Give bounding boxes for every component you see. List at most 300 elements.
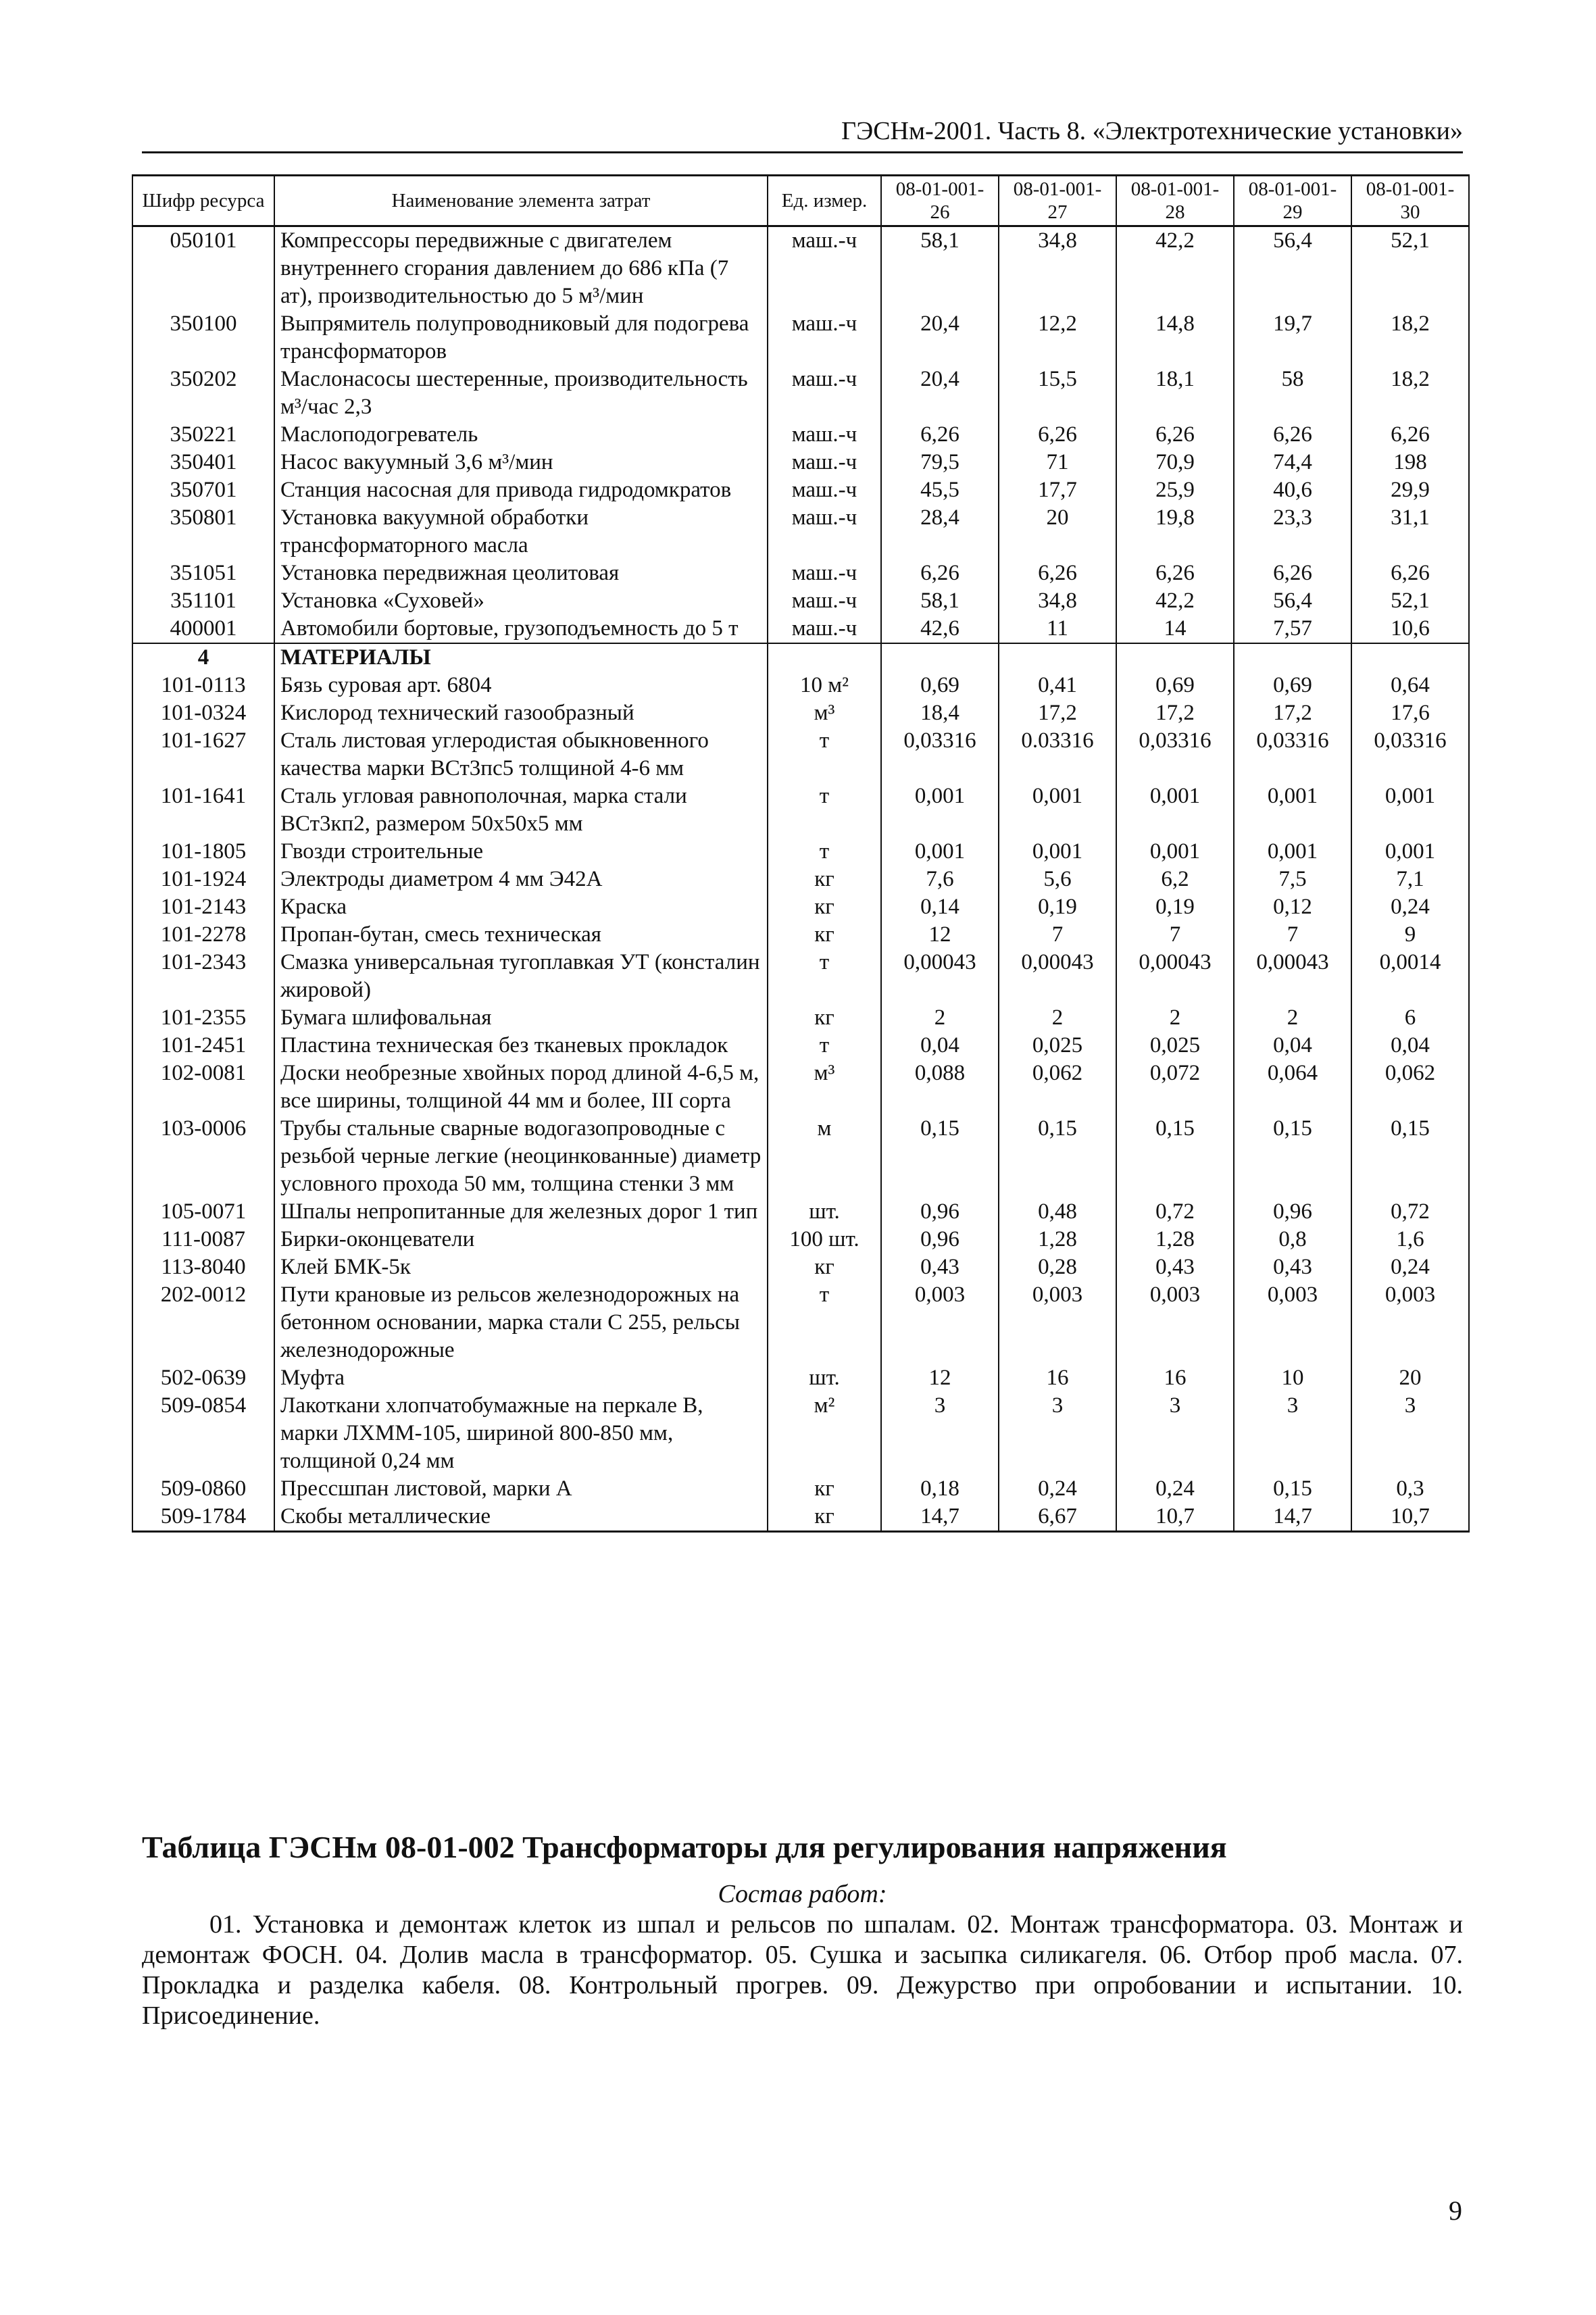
resource-value: 0,001 [881, 838, 999, 866]
resource-value: 0,43 [881, 1253, 999, 1281]
resource-unit: маш.-ч [768, 366, 881, 421]
resource-name: Электроды диаметром 4 мм Э42А [274, 866, 768, 893]
resource-value: 6,26 [1234, 559, 1351, 587]
resource-code: 111-0087 [132, 1226, 274, 1253]
resource-name: Пути крановые из рельсов железнодорожных на бетонном основании, марка стали С 255, рельсы железнодорожные [274, 1281, 768, 1364]
resource-value: 0,24 [999, 1475, 1116, 1503]
resource-value: 7,5 [1234, 866, 1351, 893]
resource-value: 0,003 [1116, 1281, 1234, 1364]
resource-name: Выпрямитель полупроводниковый для подогрева трансформаторов [274, 310, 768, 366]
resource-code: 103-0006 [132, 1115, 274, 1198]
resource-value: 7 [1234, 921, 1351, 949]
resource-name: Краска [274, 893, 768, 921]
resource-value: 58,1 [881, 226, 999, 311]
table-row [132, 893, 1469, 921]
resource-value: 12 [881, 1364, 999, 1392]
resource-value: 7 [1116, 921, 1234, 949]
resource-value: 0,003 [1351, 1281, 1469, 1364]
resource-value: 0,15 [1234, 1115, 1351, 1198]
resource-value: 0,00043 [999, 949, 1116, 1004]
empty-cell [1351, 643, 1469, 672]
table-row [132, 421, 1469, 449]
resource-name: Компрессоры передвижные с двигателем внутреннего сгорания давлением до 686 кПа (7 ат), производительностью до 5 м³/мин [274, 226, 768, 311]
resource-value: 28,4 [881, 504, 999, 559]
resource-code: 351051 [132, 559, 274, 587]
running-header: ГЭСНм-2001. Часть 8. «Электротехнические установки» [142, 115, 1463, 153]
table-row [132, 727, 1469, 782]
table-row [132, 504, 1469, 559]
table-header-row [132, 176, 1469, 226]
resource-value: 0,001 [1351, 782, 1469, 838]
resource-value: 6,26 [881, 559, 999, 587]
resource-name: Пропан-бутан, смесь техническая [274, 921, 768, 949]
resource-name: Станция насосная для привода гидродомкратов [274, 476, 768, 504]
resource-value: 0,04 [1234, 1032, 1351, 1060]
resource-unit: кг [768, 1503, 881, 1532]
resource-value: 16 [1116, 1364, 1234, 1392]
resource-value: 25,9 [1116, 476, 1234, 504]
resource-unit: т [768, 782, 881, 838]
resource-value: 0,001 [999, 838, 1116, 866]
resource-code: 101-2451 [132, 1032, 274, 1060]
resource-unit: маш.-ч [768, 615, 881, 643]
resource-name: Смазка универсальная тугоплавкая УТ (консталин жировой) [274, 949, 768, 1004]
resource-value: 0,69 [1116, 672, 1234, 699]
table-row [132, 1198, 1469, 1226]
resource-name: Скобы металлические [274, 1503, 768, 1532]
section-title: МАТЕРИАЛЫ [274, 643, 768, 672]
resource-unit: маш.-ч [768, 504, 881, 559]
resource-value: 0,062 [999, 1060, 1116, 1115]
resource-unit: м³ [768, 699, 881, 727]
resource-value: 6,26 [1351, 559, 1469, 587]
resource-code: 350401 [132, 449, 274, 476]
resource-code: 350801 [132, 504, 274, 559]
resource-code: 101-1924 [132, 866, 274, 893]
resource-code: 101-2355 [132, 1004, 274, 1032]
resource-value: 0,96 [1234, 1198, 1351, 1226]
resource-value: 0,24 [1351, 1253, 1469, 1281]
resource-code: 113-8040 [132, 1253, 274, 1281]
table-row [132, 559, 1469, 587]
resource-value: 0,18 [881, 1475, 999, 1503]
resource-code: 102-0081 [132, 1060, 274, 1115]
resource-value: 0,00043 [881, 949, 999, 1004]
page-number: 9 [1449, 2195, 1462, 2226]
table-row [132, 476, 1469, 504]
resource-value: 42,6 [881, 615, 999, 643]
resource-value: 6,26 [1234, 421, 1351, 449]
resource-unit: маш.-ч [768, 559, 881, 587]
resource-value: 0,19 [1116, 893, 1234, 921]
resource-value: 17,2 [1234, 699, 1351, 727]
resource-value: 0,15 [1351, 1115, 1469, 1198]
resource-value: 17,2 [1116, 699, 1234, 727]
resource-value: 2 [999, 1004, 1116, 1032]
resource-value: 0,15 [881, 1115, 999, 1198]
resource-value: 31,1 [1351, 504, 1469, 559]
resource-value: 18,2 [1351, 310, 1469, 366]
resource-value: 14,8 [1116, 310, 1234, 366]
section-code: 4 [132, 643, 274, 672]
resource-value: 40,6 [1234, 476, 1351, 504]
resource-value: 17,6 [1351, 699, 1469, 727]
resource-value: 0,03316 [881, 727, 999, 782]
resource-value: 42,2 [1116, 587, 1234, 615]
column-header-08-01-001-28: 08-01-001-28 [1116, 176, 1234, 226]
resource-value: 16 [999, 1364, 1116, 1392]
resource-code: 351101 [132, 587, 274, 615]
resource-unit: маш.-ч [768, 587, 881, 615]
resource-unit: кг [768, 893, 881, 921]
resource-code: 350701 [132, 476, 274, 504]
resource-value: 10,6 [1351, 615, 1469, 643]
resource-unit: т [768, 949, 881, 1004]
works-description: 01. Установка и демонтаж клеток из шпал и рельсов по шпалам. 02. Монтаж трансформатора. 03. Монтаж и демонтаж ФОСН. 04. Долив масла в трансформатор. 05. Сушка и засыпка силикагеля. 06. Отбор проб масла. 07. Прокладка и разделка кабеля. 08. Контрольный прогрев. 09. Дежурство при опробовании и испытании. 10. Присоединение. [142, 1910, 1463, 2030]
resource-value: 0,43 [1116, 1253, 1234, 1281]
resource-name: Бязь суровая арт. 6804 [274, 672, 768, 699]
table-row [132, 1004, 1469, 1032]
resource-value: 7,6 [881, 866, 999, 893]
resource-value: 29,9 [1351, 476, 1469, 504]
resource-value: 5,6 [999, 866, 1116, 893]
resource-value: 10,7 [1351, 1503, 1469, 1532]
resource-value: 18,4 [881, 699, 999, 727]
empty-cell [768, 643, 881, 672]
resource-value: 0,003 [1234, 1281, 1351, 1364]
table-row [132, 1392, 1469, 1475]
resource-value: 0,48 [999, 1198, 1116, 1226]
resource-value: 0,062 [1351, 1060, 1469, 1115]
resource-value: 3 [1116, 1392, 1234, 1475]
resource-value: 0,03316 [1116, 727, 1234, 782]
resource-unit: м² [768, 1392, 881, 1475]
resource-value: 0,00043 [1234, 949, 1351, 1004]
resource-value: 9 [1351, 921, 1469, 949]
column-header-08-01-001-29: 08-01-001-29 [1234, 176, 1351, 226]
resource-value: 0,072 [1116, 1060, 1234, 1115]
resource-value: 15,5 [999, 366, 1116, 421]
resource-name: Установка «Суховей» [274, 587, 768, 615]
resource-unit: кг [768, 1253, 881, 1281]
resource-value: 19,8 [1116, 504, 1234, 559]
resource-value: 0,001 [1116, 782, 1234, 838]
resource-value: 74,4 [1234, 449, 1351, 476]
table-row [132, 587, 1469, 615]
resource-value: 20,4 [881, 310, 999, 366]
table-row [132, 866, 1469, 893]
table-row [132, 1032, 1469, 1060]
resource-value: 0,19 [999, 893, 1116, 921]
resource-name: Установка передвижная цеолитовая [274, 559, 768, 587]
resource-unit: маш.-ч [768, 476, 881, 504]
table-row [132, 838, 1469, 866]
resource-unit: шт. [768, 1198, 881, 1226]
resource-value: 198 [1351, 449, 1469, 476]
resource-unit: т [768, 727, 881, 782]
resource-value: 0,003 [881, 1281, 999, 1364]
resource-name: Муфта [274, 1364, 768, 1392]
resource-value: 19,7 [1234, 310, 1351, 366]
resource-value: 0,96 [881, 1226, 999, 1253]
resource-name: Гвозди строительные [274, 838, 768, 866]
resource-unit: маш.-ч [768, 449, 881, 476]
resource-code: 350202 [132, 366, 274, 421]
works-title: Состав работ: [718, 1880, 887, 1908]
resource-value: 11 [999, 615, 1116, 643]
resource-name: Установка вакуумной обработки трансформаторного масла [274, 504, 768, 559]
resource-value: 0,025 [1116, 1032, 1234, 1060]
resource-name: Пластина техническая без тканевых прокладок [274, 1032, 768, 1060]
resource-value: 0,03316 [1351, 727, 1469, 782]
resource-value: 52,1 [1351, 587, 1469, 615]
resource-code: 101-0113 [132, 672, 274, 699]
resource-unit: кг [768, 921, 881, 949]
table-row [132, 310, 1469, 366]
resource-value: 70,9 [1116, 449, 1234, 476]
resource-value: 20 [1351, 1364, 1469, 1392]
resource-unit: маш.-ч [768, 310, 881, 366]
resource-code: 509-0854 [132, 1392, 274, 1475]
resource-value: 0,0014 [1351, 949, 1469, 1004]
resource-code: 400001 [132, 615, 274, 643]
resource-value: 0,3 [1351, 1475, 1469, 1503]
resource-value: 79,5 [881, 449, 999, 476]
resource-value: 1,28 [1116, 1226, 1234, 1253]
resource-value: 0,15 [999, 1115, 1116, 1198]
resource-code: 202-0012 [132, 1281, 274, 1364]
resource-code: 101-2278 [132, 921, 274, 949]
resource-value: 0,04 [881, 1032, 999, 1060]
resource-value: 23,3 [1234, 504, 1351, 559]
table-row [132, 672, 1469, 699]
resource-value: 12,2 [999, 310, 1116, 366]
empty-cell [999, 643, 1116, 672]
resource-value: 0,00043 [1116, 949, 1234, 1004]
resource-unit: м [768, 1115, 881, 1198]
resource-unit: 10 м² [768, 672, 881, 699]
resource-value: 6,26 [881, 421, 999, 449]
resource-name: Доски необрезные хвойных пород длиной 4-6,5 м, все ширины, толщиной 44 мм и более, III сорта [274, 1060, 768, 1115]
resource-value: 6,26 [999, 559, 1116, 587]
resource-value: 0,001 [999, 782, 1116, 838]
resource-value: 0,69 [1234, 672, 1351, 699]
resource-code: 101-2343 [132, 949, 274, 1004]
resource-unit: т [768, 838, 881, 866]
resource-unit: 100 шт. [768, 1226, 881, 1253]
resource-value: 0.03316 [999, 727, 1116, 782]
resource-value: 14,7 [1234, 1503, 1351, 1532]
resource-unit: кг [768, 866, 881, 893]
column-header-08-01-001-27: 08-01-001-27 [999, 176, 1116, 226]
resource-code: 502-0639 [132, 1364, 274, 1392]
resource-name: Клей БМК-5к [274, 1253, 768, 1281]
resource-value: 6,26 [1116, 421, 1234, 449]
resource-unit: т [768, 1281, 881, 1364]
resource-name: Шпалы непропитанные для железных дорог 1 тип [274, 1198, 768, 1226]
resource-name: Маслоподогреватель [274, 421, 768, 449]
resource-value: 0,001 [1116, 838, 1234, 866]
table-row [132, 366, 1469, 421]
resource-code: 105-0071 [132, 1198, 274, 1226]
resource-value: 10 [1234, 1364, 1351, 1392]
resource-value: 0,001 [1234, 838, 1351, 866]
resource-value: 10,7 [1116, 1503, 1234, 1532]
resource-value: 6,26 [999, 421, 1116, 449]
column-header-08-01-001-30: 08-01-001-30 [1351, 176, 1469, 226]
resource-value: 0,72 [1116, 1198, 1234, 1226]
resource-name: Лакоткани хлопчатобумажные на перкале В, марки ЛХММ-105, шириной 800-850 мм, толщиной 0,24 мм [274, 1392, 768, 1475]
table-row [132, 921, 1469, 949]
resource-value: 0,8 [1234, 1226, 1351, 1253]
resource-value: 2 [1234, 1004, 1351, 1032]
resource-value: 0,12 [1234, 893, 1351, 921]
resource-value: 0,064 [1234, 1060, 1351, 1115]
resource-value: 3 [1351, 1392, 1469, 1475]
empty-cell [1116, 643, 1234, 672]
resource-value: 17,2 [999, 699, 1116, 727]
table-row [132, 949, 1469, 1004]
table-title: Таблица ГЭСНм 08-01-002 Трансформаторы для регулирования напряжения [142, 1830, 1227, 1864]
column-header-unit: Ед. измер. [768, 176, 881, 226]
resource-value: 0,43 [1234, 1253, 1351, 1281]
resource-value: 0,15 [1234, 1475, 1351, 1503]
resource-value: 3 [881, 1392, 999, 1475]
resource-unit: м³ [768, 1060, 881, 1115]
table-row [132, 699, 1469, 727]
resource-value: 14,7 [881, 1503, 999, 1532]
resource-code: 101-1641 [132, 782, 274, 838]
resource-code: 350221 [132, 421, 274, 449]
resource-value: 18,1 [1116, 366, 1234, 421]
resource-value: 0,41 [999, 672, 1116, 699]
resource-value: 56,4 [1234, 587, 1351, 615]
resource-value: 42,2 [1116, 226, 1234, 311]
resource-value: 45,5 [881, 476, 999, 504]
resource-value: 6,26 [1351, 421, 1469, 449]
resource-name: Сталь угловая равнополочная, марка стали ВСт3кп2, размером 50x50x5 мм [274, 782, 768, 838]
resource-code: 509-0860 [132, 1475, 274, 1503]
table-row [132, 449, 1469, 476]
resource-unit: т [768, 1032, 881, 1060]
table-row [132, 1503, 1469, 1532]
table-row [132, 615, 1469, 643]
resource-value: 0,72 [1351, 1198, 1469, 1226]
table-row [132, 782, 1469, 838]
resource-value: 6,26 [1116, 559, 1234, 587]
resource-name: Бирки-оконцеватели [274, 1226, 768, 1253]
resource-value: 0,69 [881, 672, 999, 699]
resource-table [132, 174, 1470, 1533]
resource-name: Маслонасосы шестеренные, производительность м³/час 2,3 [274, 366, 768, 421]
resource-name: Насос вакуумный 3,6 м³/мин [274, 449, 768, 476]
resource-name: Бумага шлифовальная [274, 1004, 768, 1032]
table-row [132, 1253, 1469, 1281]
empty-cell [881, 643, 999, 672]
resource-value: 3 [1234, 1392, 1351, 1475]
empty-cell [1234, 643, 1351, 672]
resource-unit: кг [768, 1475, 881, 1503]
resource-value: 20,4 [881, 366, 999, 421]
resource-value: 17,7 [999, 476, 1116, 504]
resource-value: 34,8 [999, 587, 1116, 615]
column-header-code: Шифр ресурса [132, 176, 274, 226]
resource-value: 0,003 [999, 1281, 1116, 1364]
resource-value: 12 [881, 921, 999, 949]
resource-value: 34,8 [999, 226, 1116, 311]
resource-value: 0,28 [999, 1253, 1116, 1281]
resource-code: 101-2143 [132, 893, 274, 921]
resource-value: 0,64 [1351, 672, 1469, 699]
resource-value: 0,96 [881, 1198, 999, 1226]
column-header-08-01-001-26: 08-01-001-26 [881, 176, 999, 226]
resource-value: 1,28 [999, 1226, 1116, 1253]
resource-value: 0,088 [881, 1060, 999, 1115]
resource-name: Прессшпан листовой, марки А [274, 1475, 768, 1503]
table-body [132, 226, 1469, 1532]
resource-value: 0,001 [881, 782, 999, 838]
resource-value: 71 [999, 449, 1116, 476]
resource-unit: шт. [768, 1364, 881, 1392]
resource-value: 1,6 [1351, 1226, 1469, 1253]
resource-value: 0,04 [1351, 1032, 1469, 1060]
table-row [132, 1364, 1469, 1392]
resource-value: 0,14 [881, 893, 999, 921]
resource-value: 0,15 [1116, 1115, 1234, 1198]
resource-value: 2 [881, 1004, 999, 1032]
resource-value: 3 [999, 1392, 1116, 1475]
resource-value: 58 [1234, 366, 1351, 421]
resource-value: 7 [999, 921, 1116, 949]
resource-code: 509-1784 [132, 1503, 274, 1532]
resource-unit: маш.-ч [768, 421, 881, 449]
resource-value: 0,24 [1351, 893, 1469, 921]
resource-value: 7,1 [1351, 866, 1469, 893]
resource-value: 20 [999, 504, 1116, 559]
table-row [132, 1281, 1469, 1364]
resource-value: 52,1 [1351, 226, 1469, 311]
resource-value: 7,57 [1234, 615, 1351, 643]
resource-value: 0,001 [1351, 838, 1469, 866]
resource-value: 6,67 [999, 1503, 1116, 1532]
table-row [132, 1060, 1469, 1115]
resource-value: 0,24 [1116, 1475, 1234, 1503]
resource-unit: кг [768, 1004, 881, 1032]
resource-value: 14 [1116, 615, 1234, 643]
table-row [132, 1475, 1469, 1503]
resource-code: 050101 [132, 226, 274, 311]
column-header-name: Наименование элемента затрат [274, 176, 768, 226]
resource-code: 350100 [132, 310, 274, 366]
table-row [132, 226, 1469, 311]
resource-name: Кислород технический газообразный [274, 699, 768, 727]
resource-name: Трубы стальные сварные водогазопроводные с резьбой черные легкие (неоцинкованные) диаметр условного прохода 50 мм, толщина стенки 3 мм [274, 1115, 768, 1198]
resource-name: Автомобили бортовые, грузоподъемность до 5 т [274, 615, 768, 643]
materials-section-row [132, 643, 1469, 672]
resource-code: 101-1627 [132, 727, 274, 782]
resource-value: 2 [1116, 1004, 1234, 1032]
resource-value: 0,03316 [1234, 727, 1351, 782]
table-row [132, 1115, 1469, 1198]
resource-value: 58,1 [881, 587, 999, 615]
resource-value: 0,001 [1234, 782, 1351, 838]
resource-value: 18,2 [1351, 366, 1469, 421]
table-row [132, 1226, 1469, 1253]
resource-value: 56,4 [1234, 226, 1351, 311]
resource-value: 6,2 [1116, 866, 1234, 893]
resource-value: 6 [1351, 1004, 1469, 1032]
resource-value: 0,025 [999, 1032, 1116, 1060]
